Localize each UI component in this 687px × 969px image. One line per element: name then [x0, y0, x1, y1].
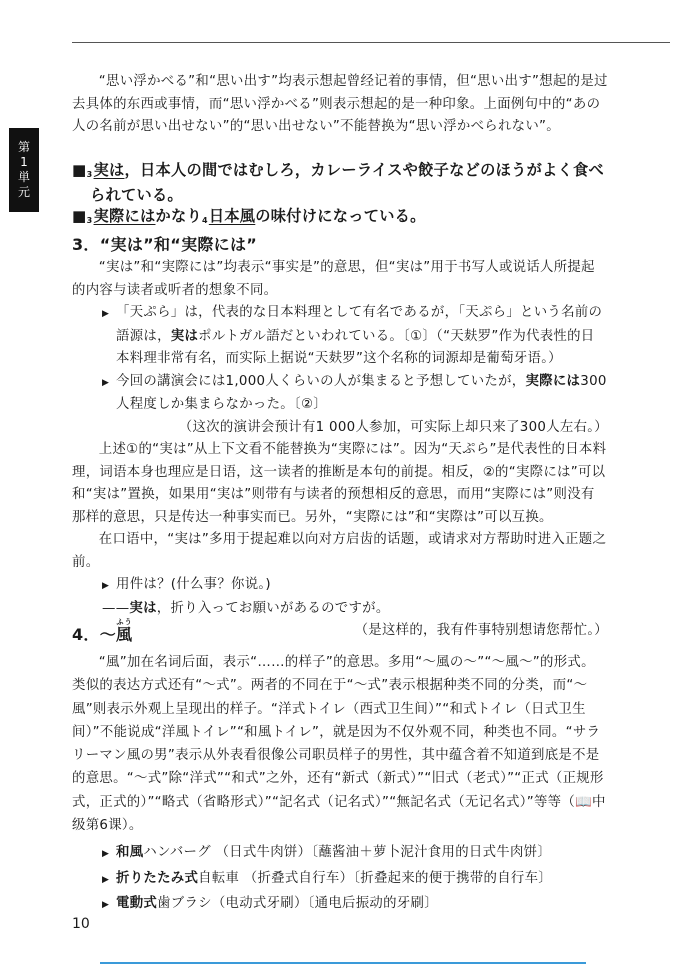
example-text: ハンバーグ （日式牛肉饼）〔蘸酱油＋萝卜泥汁食用的日式牛肉饼〕: [143, 845, 552, 861]
example-text: ポルトガル語だといわれている。〔①〕（“天麸罗”作为代表性的日本料理非常有名，而实际上据说“天麸罗”这个名称的词源却是葡萄牙语。）: [116, 328, 595, 366]
example-text: 歯ブラシ（电动式牙刷）〔通电后振动的牙刷〕: [157, 896, 438, 912]
intro-paragraph-block: [72, 71, 608, 139]
example-item: [102, 574, 608, 598]
dash: ——: [102, 600, 130, 616]
example-text: 「天ぷら」は，代表的な日本料理として有名であるが，「天ぷら」という名前の語源は，: [116, 305, 603, 344]
example-item: [102, 892, 608, 918]
bold-term: 和風: [116, 845, 144, 861]
example-text: ，折り入ってお願いがあるのですが。: [156, 600, 390, 616]
paragraph: 上述①的“実は”从上下文看不能替换为“実際には”。因为“天ぷら”是代表性的日本料理，词语本身也理应是日语，这一读者的推断是本句的前提。相反，②的“実際には”可以和“実は”置换，如果用“実は”则带有与读者的预想相反的意思，而用“実際には”则没有那样的意思，只是传达一种事实而已。另外，“実際には”和“実際は”可以互换。: [72, 442, 607, 525]
paragraph: 在口语中，“実は”多用于提起难以向对方启齿的话题，或请求对方帮助时进入正题之前。: [72, 532, 607, 570]
page-number: 10: [72, 916, 90, 932]
example-text: 用件は？(什么事？你说。): [116, 577, 271, 592]
triangle-bullet-icon: ▶: [102, 900, 110, 911]
triangle-bullet-icon: ▶: [102, 874, 110, 885]
side-tab-char: 第: [17, 140, 30, 154]
bold-term: 実は: [129, 600, 157, 616]
example-reply: [102, 598, 608, 621]
ref-number: 3: [86, 216, 93, 225]
bold-term: 電動式: [116, 896, 158, 912]
paragraph: “思い浮かべる”和“思い出す”均表示想起曾经记着的事情，但“思い出す”想起的是过去具体的东西或事情，而“思い浮かべる”则表示想起的是一种印象。上面例句中的“あの人の名前が思い出せない”的“思い出せない”不能替换为“思い浮かべられない”。: [72, 74, 608, 134]
example-item: [102, 302, 608, 371]
furigana: ふう: [116, 618, 133, 626]
example-text: かなり: [155, 207, 202, 225]
square-bullet-icon: ■: [72, 161, 87, 179]
example-text: の味付けになっている。: [255, 207, 426, 225]
section-heading: 3．“実は”和“実際には”: [72, 235, 258, 254]
heading-number: 4．～: [72, 625, 117, 644]
translation: （这次的演讲会预计有1 000人参加，可实际上却只来了300人左右。）: [178, 419, 608, 435]
ref-number: 3: [86, 170, 93, 179]
example-text: ，日本人の間ではむしろ，カレーライスや餃子などのほうがよく食べられている。: [90, 161, 605, 204]
key-example: [72, 160, 608, 206]
example-item: [102, 371, 608, 417]
triangle-bullet-icon: ▶: [102, 581, 110, 591]
square-bullet-icon: ■: [72, 207, 87, 225]
paragraph: “風”加在名词后面，表示“……的样子”的意思。多用“～風の～”“～風～”的形式。类似的表达方式还有“～式”。两者的不同在于“～式”表示根据种类不同的分类，而“～風”则表示外观上呈现出的样子。“洋式トイレ（西式卫生间）”“和式トイレ（日式卫生间）”不能说成“洋風トイレ”“和風トイレ”，就是因为不仅外观不同，种类也不同。“サラリーマン風の男”表示从外表看很像公司职员样子的男性，其中蕴含着不知道到底是不是的意思。“～式”除“洋式”“和式”之外，还有“新式（新式）”“旧式（老式）”“正式（正规形式，正式的）”“略式（省略形式）”“記名式（记名式）”“無記名式（无记名式）”等等（📖中级第6课）。: [72, 655, 606, 834]
triangle-bullet-icon: ▶: [102, 309, 110, 319]
underlined-term: 日本風: [208, 207, 256, 225]
unit-side-tab: [9, 128, 39, 212]
section-4: [72, 618, 608, 918]
example-text: 今回の講演会には1,000人くらいの人が集まると予想していたが，: [116, 373, 526, 389]
paragraph: “実は”和“実際には”均表示“事实是”的意思，但“実は”用于书写人或说话人所提起的内容与读者或听者的想象不同。: [72, 260, 595, 298]
side-tab-char: 元: [17, 185, 30, 199]
example-text: 300人程度しか集まらなかった。〔②〕: [116, 373, 607, 412]
section-heading: [72, 618, 608, 647]
bold-term: 実際には: [525, 373, 581, 389]
side-tab-char: 1: [20, 155, 28, 169]
triangle-bullet-icon: ▶: [102, 377, 110, 388]
key-examples: [72, 160, 608, 231]
heading-kanji: [116, 618, 133, 644]
example-text: 自転車 （折叠式自行车）〔折叠起来的便于携带的自行车〕: [198, 870, 552, 886]
kanji: 風: [116, 625, 133, 644]
side-tab-char: 単: [17, 170, 30, 184]
footer-line: [100, 962, 586, 964]
bold-term: 折りたたみ式: [116, 870, 199, 886]
ref-number: 4: [201, 216, 208, 225]
underlined-term: 実際には: [93, 207, 156, 225]
section-3: [72, 233, 608, 643]
translation: （是这样的，我有件事特别想请您帮忙。）: [354, 623, 608, 638]
triangle-bullet-icon: ▶: [102, 849, 110, 860]
key-example: [72, 206, 608, 231]
bold-term: 実は: [170, 328, 199, 344]
example-item: [102, 867, 608, 893]
header-rule: [72, 42, 670, 43]
example-item: [102, 841, 608, 867]
underlined-term: 実は: [93, 161, 125, 179]
